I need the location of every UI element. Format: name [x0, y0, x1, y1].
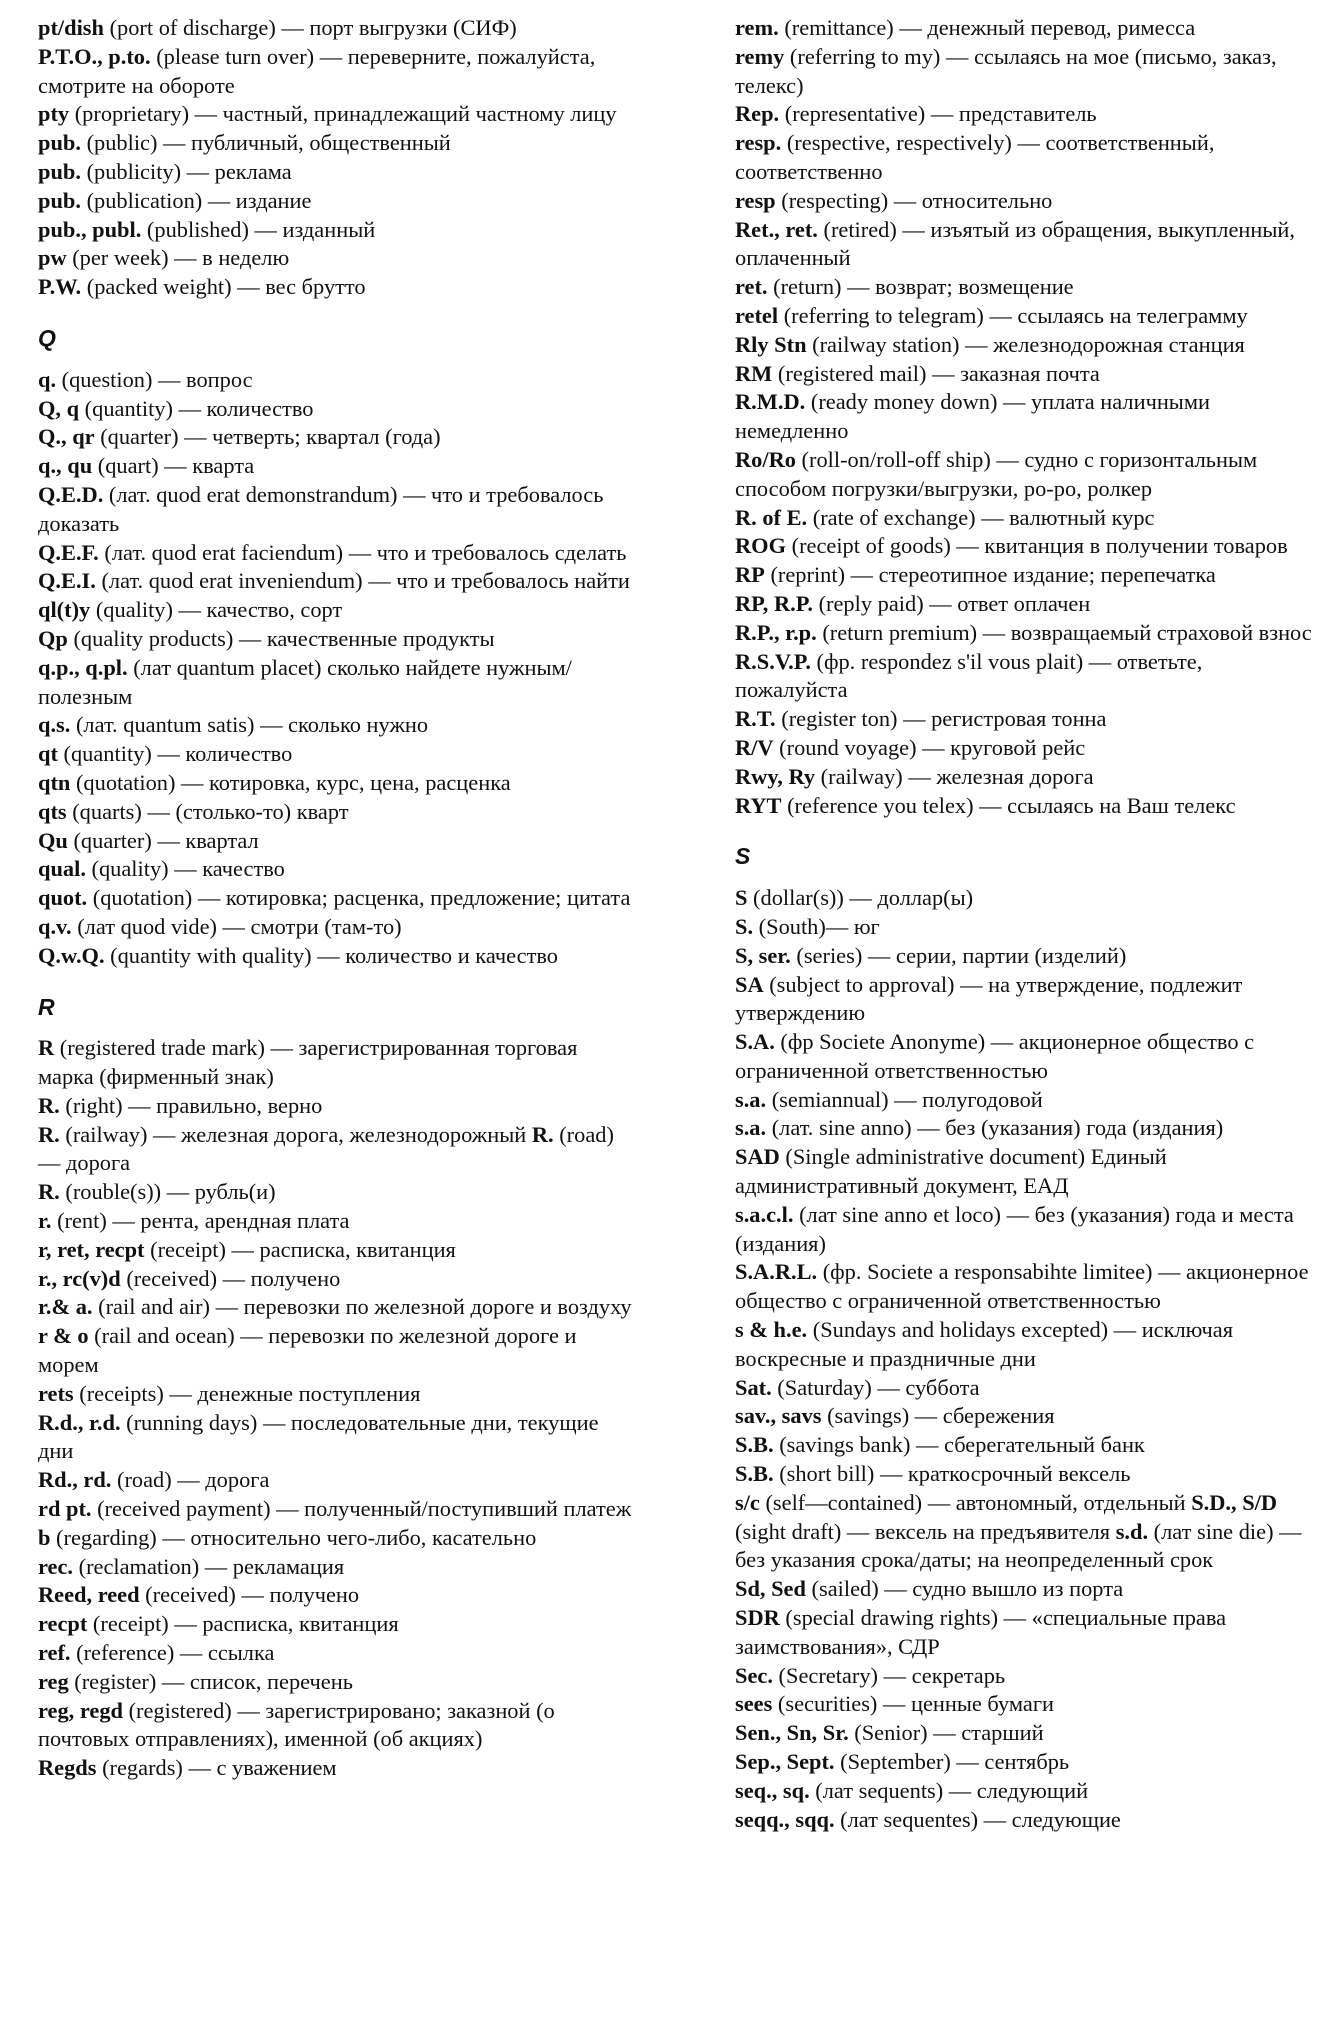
dictionary-entry — [38, 244, 638, 273]
entry-abbreviation: RYT — [735, 792, 782, 818]
dictionary-entry — [735, 971, 1315, 1029]
entry-definition: (return) — возврат; возмещение — [767, 274, 1074, 300]
dictionary-entry — [735, 884, 1315, 913]
entry-abbreviation: Ret., ret. — [735, 216, 818, 242]
dictionary-entry — [38, 1754, 638, 1783]
entry-definition: (reply paid) — ответ оплачен — [812, 590, 1091, 616]
entry-definition: (publicity) — реклама — [80, 158, 292, 184]
dictionary-entry — [735, 1806, 1315, 1835]
entry-definition: (quantity) — количество — [79, 395, 314, 421]
dictionary-entry — [735, 619, 1315, 648]
entry-definition: (savings) — сбережения — [821, 1403, 1055, 1429]
entry-definition: (quality products) — качественные продукты — [67, 625, 495, 651]
entry-definition: (running days) — последовательные дни, текущие дни — [38, 1409, 599, 1464]
entry-definition: (series) — серии, партии (изделий) — [790, 942, 1127, 968]
entry-definition: (regards) — с уважением — [96, 1755, 337, 1781]
dictionary-entry — [38, 798, 638, 827]
dictionary-entry — [38, 1581, 638, 1610]
dictionary-entry — [38, 14, 638, 43]
entry-definition: (published) — изданный — [141, 216, 376, 242]
entry-abbreviation: sees — [735, 1691, 773, 1717]
entry-abbreviation: reg — [38, 1668, 69, 1694]
entry-definition: (roll-on/roll-off ship) — судно с горизонтальным способом погрузки/выгрузки, ро-ро, ролкер — [735, 446, 1258, 501]
dictionary-entry — [38, 395, 638, 424]
entry-definition: (лат quantum placet) сколько найдете нужным/полезным — [38, 654, 572, 709]
entry-definition: (received payment) — полученный/поступивший платеж — [91, 1496, 632, 1522]
entry-abbreviation: pw — [38, 245, 67, 271]
entry-definition: (quarts) — (столько-то) кварт — [66, 798, 349, 824]
dictionary-entry — [38, 1207, 638, 1236]
entry-definition: (representative) — представитель — [779, 101, 1097, 127]
dictionary-entry — [735, 360, 1315, 389]
entry-definition: (railway station) — железнодорожная станция — [806, 331, 1245, 357]
entry-definition: (Sundays and holidays excepted) — исключая воскресные и праздничные дни — [735, 1317, 1234, 1371]
entry-abbreviation: R — [38, 1035, 55, 1061]
entry-abbreviation: Sec. — [735, 1662, 773, 1688]
entry-definition: (securities) — ценные бумаги — [772, 1691, 1054, 1717]
dictionary-entry — [38, 452, 638, 481]
dictionary-entry — [735, 942, 1315, 971]
entry-abbreviation: R. — [531, 1121, 554, 1147]
entry-definition: (ready money down) — уплата наличными немедленно — [735, 389, 1211, 444]
entry-abbreviation: Q.E.F. — [38, 539, 99, 565]
entry-abbreviation: RP, R.P. — [735, 590, 813, 616]
dictionary-entry — [735, 1719, 1315, 1748]
entry-definition: (reprint) — стереотипное издание; перепечатка — [764, 562, 1216, 588]
entry-abbreviation: Rly Stn — [735, 331, 807, 357]
entry-definition: (registered trade mark) — зарегистрированная торговая марка (фирменный знак) — [38, 1035, 578, 1090]
entry-abbreviation: resp. — [735, 130, 782, 156]
dictionary-entry — [735, 913, 1315, 942]
entry-abbreviation: pty — [38, 101, 70, 127]
entry-definition: (quart) — кварта — [92, 453, 255, 479]
entry-definition: (rail and air) — перевозки по железной дороге и воздуху — [92, 1294, 632, 1320]
dictionary-entry — [735, 331, 1315, 360]
dictionary-entry — [38, 855, 638, 884]
entry-definition: (railway) — железная дорога — [815, 763, 1094, 789]
entry-definition: (receipt of goods) — квитанция в получении товаров — [786, 533, 1288, 559]
entry-abbreviation: pub. — [38, 158, 81, 184]
dictionary-entry — [38, 129, 638, 158]
dictionary-entry — [38, 625, 638, 654]
dictionary-entry — [38, 1610, 638, 1639]
entry-definition: (right) — правильно, верно — [59, 1092, 323, 1118]
dictionary-entry — [735, 1258, 1315, 1316]
entry-abbreviation: S — [735, 885, 748, 911]
entry-abbreviation: q.p., q.pl. — [38, 654, 128, 680]
section-heading: S — [735, 843, 751, 870]
entry-abbreviation: Ro/Ro — [735, 446, 796, 472]
entry-definition: (referring to telegram) — ссылаясь на телеграмму — [778, 302, 1248, 328]
entry-abbreviation: s.a. — [735, 1115, 767, 1141]
dictionary-entry — [38, 158, 638, 187]
dictionary-entry — [735, 561, 1315, 590]
dictionary-entry — [735, 1777, 1315, 1806]
entry-abbreviation: retel — [735, 302, 779, 328]
dictionary-entry — [38, 1265, 638, 1294]
entry-definition: (Single administrative document) Единый административный документ, ЕАД — [735, 1144, 1167, 1199]
dictionary-entry — [38, 1668, 638, 1697]
dictionary-entry — [38, 1495, 638, 1524]
entry-abbreviation: r & o — [38, 1323, 89, 1349]
dictionary-entry — [735, 14, 1315, 43]
entry-abbreviation: pub., publ. — [38, 216, 142, 242]
entry-abbreviation: resp — [735, 187, 776, 213]
dictionary-entry — [735, 1143, 1315, 1201]
dictionary-entry — [38, 942, 638, 971]
dictionary-entry — [735, 100, 1315, 129]
entry-abbreviation: q. — [38, 366, 57, 392]
entry-definition: (road) — дорога — [38, 1121, 614, 1176]
entry-abbreviation: q., qu — [38, 453, 93, 479]
entry-abbreviation: rd pt. — [38, 1496, 92, 1522]
entry-abbreviation: Rd., rd. — [38, 1467, 112, 1493]
entry-abbreviation: RP — [735, 562, 765, 588]
entry-definition: (remittance) — денежный перевод, римесса — [778, 15, 1196, 40]
entry-definition: (special drawing rights) — «специальные права заимствования», СДР — [735, 1605, 1227, 1659]
entry-definition: (public) — публичный, общественный — [80, 130, 451, 156]
dictionary-entry — [38, 1092, 638, 1121]
section-heading: Q — [38, 324, 56, 351]
entry-abbreviation: ref. — [38, 1640, 71, 1666]
dictionary-entry — [735, 705, 1315, 734]
dictionary-entry — [735, 446, 1315, 504]
entry-abbreviation: Qu — [38, 827, 68, 853]
entry-abbreviation: S.B. — [735, 1461, 774, 1487]
entry-definition: (Secretary) — секретарь — [772, 1662, 1006, 1688]
entry-definition: (receipt) — расписка, квитанция — [144, 1236, 456, 1262]
entry-definition: (rail and ocean) — перевозки по железной дороге и морем — [38, 1323, 577, 1378]
entry-abbreviation: s.a.c.l. — [735, 1201, 794, 1227]
entry-abbreviation: Regds — [38, 1755, 97, 1781]
entry-abbreviation: S.B. — [735, 1432, 774, 1458]
entry-abbreviation: r., rc(v)d — [38, 1265, 121, 1291]
entry-abbreviation: qt — [38, 741, 58, 767]
entry-abbreviation: S.D., S/D — [1191, 1489, 1278, 1515]
entry-definition: (лат quod vide) — смотри (там-то) — [71, 913, 402, 939]
dictionary-entry — [38, 1409, 638, 1467]
dictionary-entry — [38, 1293, 638, 1322]
entry-definition: (rate of exchange) — валютный курс — [807, 504, 1155, 530]
entry-definition: (referring to my) — ссылаясь на мое (письмо, заказ, телекс) — [735, 43, 1277, 98]
entry-abbreviation: qts — [38, 798, 67, 824]
entry-definition: (received) — получено — [139, 1582, 360, 1608]
entry-definition: (Senior) — старший — [848, 1720, 1044, 1746]
dictionary-entry — [38, 1553, 638, 1582]
dictionary-entry — [735, 1748, 1315, 1777]
entry-definition: (per week) — в неделю — [66, 245, 290, 271]
dictionary-entry — [735, 388, 1315, 446]
entry-definition: (quantity) — количество — [57, 741, 293, 767]
entry-definition: (please turn over) — переверните, пожалуйста, смотрите на обороте — [38, 43, 596, 98]
entry-abbreviation: Rep. — [735, 101, 780, 127]
dictionary-entry — [735, 43, 1315, 101]
entry-definition: (лат. quod erat faciendum) — что и требовалось сделать — [98, 539, 627, 565]
dictionary-entry — [38, 827, 638, 856]
entry-definition: (respecting) — относительно — [775, 187, 1053, 213]
entry-abbreviation: sav., savs — [735, 1403, 822, 1429]
dictionary-entry — [735, 1402, 1315, 1431]
dictionary-entry — [735, 1374, 1315, 1403]
entry-definition: (respective, respectively) — соответственный, соответственно — [735, 130, 1215, 184]
entry-definition: (receipt) — расписка, квитанция — [87, 1611, 399, 1637]
dictionary-entry — [38, 43, 638, 101]
dictionary-entry — [38, 884, 638, 913]
entry-abbreviation: Sat. — [735, 1374, 772, 1400]
entry-abbreviation: SAD — [735, 1144, 780, 1170]
entry-definition: (лат. quod erat inveniendum) — что и требовалось найти — [95, 568, 630, 594]
section-heading: R — [38, 993, 55, 1020]
dictionary-entry — [735, 1604, 1315, 1662]
entry-definition: (фр Societe Anonyme) — акционерное общество с ограниченной ответственностью — [735, 1029, 1255, 1083]
entry-definition: (quality) — качество, сорт — [90, 597, 343, 623]
entry-definition: (reference you telex) — ссылаясь на Ваш телекс — [781, 792, 1236, 818]
entry-abbreviation: pub. — [38, 130, 81, 156]
entry-definition: (received) — получено — [120, 1265, 341, 1291]
dictionary-entry — [38, 740, 638, 769]
dictionary-entry — [38, 1178, 638, 1207]
dictionary-entry — [38, 913, 638, 942]
entry-abbreviation: S, ser. — [735, 942, 791, 968]
entry-abbreviation: ret. — [735, 274, 768, 300]
entry-definition: (short bill) — краткосрочный вексель — [773, 1461, 1131, 1487]
entry-definition: (register ton) — регистровая тонна — [775, 706, 1107, 732]
entry-abbreviation: pt/dish — [38, 15, 104, 40]
entry-abbreviation: R.d., r.d. — [38, 1409, 121, 1435]
entry-definition: (лат. sine anno) — без (указания) года (издания) — [766, 1115, 1224, 1141]
dictionary-entry — [38, 187, 638, 216]
entry-abbreviation: s/c — [735, 1489, 760, 1515]
entry-abbreviation: SA — [735, 971, 764, 997]
right-column — [735, 14, 1315, 1834]
dictionary-entry — [38, 1380, 638, 1409]
entry-definition: (proprietary) — частный, принадлежащий частному лицу — [69, 101, 617, 127]
entry-abbreviation: Sd, Sed — [735, 1576, 806, 1602]
entry-abbreviation: R.P., r.p. — [735, 619, 817, 645]
entry-definition: (reclamation) — рекламация — [73, 1553, 345, 1579]
dictionary-entry — [38, 1466, 638, 1495]
dictionary-entry — [38, 1121, 638, 1179]
entry-definition: (reference) — ссылка — [70, 1640, 275, 1666]
entry-definition: (semiannual) — полугодовой — [766, 1086, 1043, 1112]
entry-abbreviation: R. — [38, 1121, 60, 1147]
dictionary-entry — [38, 1697, 638, 1755]
entry-definition: (лат. quantum satis) — сколько нужно — [70, 712, 429, 738]
entry-definition: (лат sequentes) — следующие — [834, 1806, 1121, 1832]
entry-abbreviation: Reed, reed — [38, 1582, 140, 1608]
entry-definition: (Saturday) — суббота — [771, 1374, 980, 1400]
dictionary-entry — [735, 734, 1315, 763]
entry-abbreviation: qtn — [38, 769, 71, 795]
dictionary-entry — [735, 129, 1315, 187]
entry-abbreviation: Sen., Sn, Sr. — [735, 1720, 849, 1746]
entry-abbreviation: rets — [38, 1380, 74, 1406]
entry-abbreviation: b — [38, 1524, 51, 1550]
dictionary-entry — [735, 1690, 1315, 1719]
entry-abbreviation: pub. — [38, 187, 81, 213]
dictionary-entry — [735, 1662, 1315, 1691]
dictionary-entry — [735, 302, 1315, 331]
entry-abbreviation: SDR — [735, 1605, 780, 1631]
entry-definition: (rouble(s)) — рубль(и) — [59, 1179, 276, 1205]
entry-definition: (quarter) — четверть; квартал (года) — [94, 424, 441, 450]
entry-definition: (savings bank) — сберегательный банк — [773, 1432, 1145, 1458]
entry-definition: (self—contained) — автономный, отдельный — [759, 1489, 1192, 1515]
entry-definition: (September) — сентябрь — [834, 1749, 1070, 1775]
entry-definition: (port of discharge) — порт выгрузки (СИФ) — [103, 15, 517, 40]
dictionary-entry — [735, 1460, 1315, 1489]
entry-definition: (regarding) — относительно чего-либо, касательно — [50, 1524, 537, 1550]
entry-definition: (лат. quod erat demonstrandum) — что и требовалось доказать — [38, 481, 604, 536]
dictionary-entry — [38, 216, 638, 245]
entry-abbreviation: Q, q — [38, 395, 80, 421]
entry-definition: (фр. respondez s'il vous plait) — ответьте, пожалуйста — [735, 648, 1203, 703]
dictionary-entry — [735, 504, 1315, 533]
entry-definition: (quality) — качество — [85, 856, 285, 882]
entry-definition: (registered mail) — заказная почта — [772, 360, 1100, 386]
entry-abbreviation: R. of E. — [735, 504, 808, 530]
entry-abbreviation: ROG — [735, 533, 787, 559]
entry-abbreviation: reg, regd — [38, 1697, 123, 1723]
dictionary-entry — [38, 1322, 638, 1380]
entry-definition: (register) — список, перечень — [68, 1668, 353, 1694]
dictionary-entry — [735, 590, 1315, 619]
entry-abbreviation: R/V — [735, 734, 774, 760]
entry-definition: (лат sine die) — без указания срока/даты; на неопределенный срок — [735, 1518, 1302, 1573]
left-column — [38, 14, 638, 1783]
entry-abbreviation: r.& a. — [38, 1294, 93, 1320]
dictionary-entry — [735, 1489, 1315, 1575]
entry-definition: (subject to approval) — на утверждение, подлежит утверждению — [735, 971, 1243, 1026]
dictionary-entry — [735, 216, 1315, 274]
dictionary-entry — [38, 1034, 638, 1092]
entry-abbreviation: R.M.D. — [735, 389, 806, 415]
dictionary-entry — [38, 1524, 638, 1553]
entry-abbreviation: ql(t)y — [38, 597, 91, 623]
dictionary-entry — [735, 1086, 1315, 1115]
entry-abbreviation: Q.E.D. — [38, 481, 104, 507]
dictionary-entry — [735, 187, 1315, 216]
dictionary-entry — [38, 654, 638, 712]
dictionary-entry — [735, 1316, 1315, 1374]
dictionary-entry — [735, 1431, 1315, 1460]
entry-abbreviation: S. — [735, 913, 754, 939]
dictionary-entry — [735, 1201, 1315, 1259]
entry-abbreviation: RM — [735, 360, 773, 386]
dictionary-entry — [38, 100, 638, 129]
entry-abbreviation: recpt — [38, 1611, 88, 1637]
entry-abbreviation: Q.w.Q. — [38, 942, 105, 968]
dictionary-entry — [38, 711, 638, 740]
entry-definition: (rent) — рента, арендная плата — [51, 1208, 350, 1234]
entry-abbreviation: Q., qr — [38, 424, 95, 450]
entry-definition: (publication) — издание — [80, 187, 312, 213]
entry-definition: (фр. Societe a responsabihte limitee) — акционерное общество с ограниченной ответственностью — [735, 1259, 1309, 1314]
entry-definition: (quotation) — котировка, курс, цена, расценка — [70, 769, 511, 795]
entry-definition: (registered) — зарегистрировано; заказной (о почтовых отправлениях), именной (об акциях) — [38, 1697, 555, 1752]
entry-abbreviation: s.d. — [1115, 1518, 1149, 1544]
entry-abbreviation: P.W. — [38, 274, 82, 300]
entry-definition: (South)— юг — [753, 913, 880, 939]
entry-definition: (road) — дорога — [111, 1467, 270, 1493]
dictionary-entry — [38, 1639, 638, 1668]
entry-abbreviation: rec. — [38, 1553, 74, 1579]
dictionary-entry — [38, 481, 638, 539]
entry-definition: (railway) — железная дорога, железнодорожный — [59, 1121, 532, 1147]
dictionary-entry — [38, 1236, 638, 1265]
entry-definition: (лат sine anno et loco) — без (указания) года и места (издания) — [735, 1201, 1294, 1256]
entry-abbreviation: r, ret, recpt — [38, 1236, 145, 1262]
entry-abbreviation: S.A.R.L. — [735, 1259, 818, 1285]
entry-definition: (sight draft) — вексель на предъявителя — [735, 1518, 1116, 1544]
entry-abbreviation: S.A. — [735, 1029, 775, 1055]
entry-definition: (quarter) — квартал — [67, 827, 259, 853]
entry-abbreviation: Rwy, Ry — [735, 763, 816, 789]
dictionary-entry — [735, 532, 1315, 561]
entry-abbreviation: remy — [735, 43, 785, 69]
dictionary-entry — [38, 539, 638, 568]
entry-abbreviation: R. — [38, 1092, 60, 1118]
entry-abbreviation: seqq., sqq. — [735, 1806, 835, 1832]
entry-definition: (quantity with quality) — количество и качество — [104, 942, 558, 968]
entry-abbreviation: seq., sq. — [735, 1777, 810, 1803]
entry-definition: (retired) — изъятый из обращения, выкупленный, оплаченный — [735, 216, 1295, 271]
dictionary-entry — [735, 648, 1315, 706]
dictionary-entry — [735, 763, 1315, 792]
entry-abbreviation: Q.E.I. — [38, 568, 96, 594]
entry-definition: (лат sequents) — следующий — [809, 1777, 1089, 1803]
entry-definition: (sailed) — судно вышло из порта — [805, 1576, 1124, 1602]
entry-abbreviation: q.s. — [38, 712, 71, 738]
dictionary-entry — [735, 1114, 1315, 1143]
dictionary-entry — [735, 1575, 1315, 1604]
entry-abbreviation: Sep., Sept. — [735, 1749, 835, 1775]
entry-abbreviation: Qp — [38, 625, 68, 651]
entry-abbreviation: qual. — [38, 856, 86, 882]
dictionary-entry — [38, 596, 638, 625]
dictionary-entry — [38, 567, 638, 596]
dictionary-entry — [38, 423, 638, 452]
entry-definition: (question) — вопрос — [56, 366, 253, 392]
entry-abbreviation: R.S.V.P. — [735, 648, 811, 674]
entry-definition: (receipts) — денежные поступления — [73, 1380, 421, 1406]
entry-abbreviation: P.T.O., p.to. — [38, 43, 151, 69]
entry-definition: (round voyage) — круговой рейс — [773, 734, 1086, 760]
entry-abbreviation: s.a. — [735, 1086, 767, 1112]
entry-abbreviation: R.T. — [735, 706, 776, 732]
dictionary-entry — [38, 769, 638, 798]
entry-definition: (return premium) — возвращаемый страховой взнос — [816, 619, 1312, 645]
dictionary-entry — [735, 273, 1315, 302]
dictionary-entry — [38, 366, 638, 395]
dictionary-entry — [38, 273, 638, 302]
entry-abbreviation: rem. — [735, 15, 779, 40]
dictionary-entry — [735, 792, 1315, 821]
entry-abbreviation: R. — [38, 1179, 60, 1205]
entry-definition: (packed weight) — вес брутто — [81, 274, 366, 300]
dictionary-entry — [735, 1028, 1315, 1086]
entry-abbreviation: r. — [38, 1208, 52, 1234]
entry-definition: (quotation) — котировка; расценка, предложение; цитата — [87, 885, 631, 911]
entry-abbreviation: q.v. — [38, 913, 72, 939]
entry-abbreviation: s & h.e. — [735, 1317, 808, 1343]
entry-definition: (dollar(s)) — доллар(ы) — [747, 885, 974, 911]
entry-abbreviation: quot. — [38, 885, 88, 911]
